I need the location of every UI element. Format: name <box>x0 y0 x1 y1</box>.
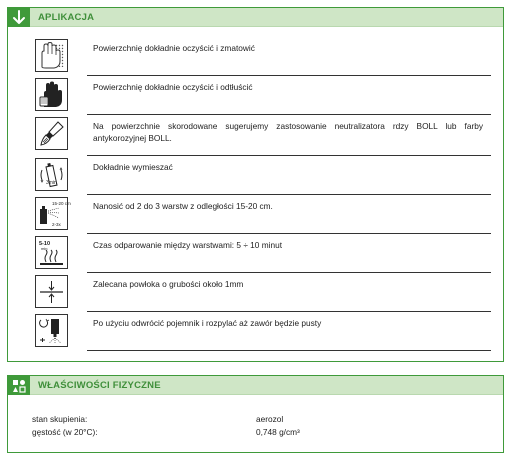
distance-label: 15-20 cm <box>52 201 71 206</box>
step-5 <box>21 196 491 234</box>
step-text: Powierzchnię dokładnie oczyścić i zmatowić <box>93 43 255 53</box>
step-text: Powierzchnię dokładnie oczyścić i odtłuścić <box>93 82 253 92</box>
step-7 <box>21 274 491 312</box>
step-1 <box>21 38 491 76</box>
divider <box>87 114 491 115</box>
hand-sanding-icon <box>35 39 68 72</box>
property-value: 0,748 g/cm³ <box>256 427 300 437</box>
step-text: Czas odparowanie między warstwami: 5 ÷ 10 minut <box>93 240 283 250</box>
divider <box>87 155 491 156</box>
svg-text:3min: 3min <box>46 180 57 186</box>
shake-can-icon <box>35 158 68 191</box>
property-label: gęstość (w 20°C): <box>32 427 98 437</box>
divider <box>87 233 491 234</box>
step-6 <box>21 235 491 273</box>
property-label: stan skupienia: <box>32 414 88 424</box>
coating-thickness-icon <box>35 275 68 308</box>
time-label: 5-10 <box>39 241 51 247</box>
aplikacja-title: APLIKACJA <box>38 12 95 23</box>
time-unit-label: min <box>41 246 48 251</box>
step-2 <box>21 77 491 115</box>
hand-cleaning-icon <box>35 78 68 111</box>
aplikacja-section <box>7 7 504 362</box>
wlasciwosci-title: WŁAŚCIWOŚCI FIZYCZNE <box>38 380 161 391</box>
wlasciwosci-section <box>7 375 504 453</box>
arrow-down-icon <box>8 8 30 27</box>
step-3 <box>21 116 491 156</box>
paint-brush-icon <box>35 117 68 150</box>
property-value: aerozol <box>256 414 284 424</box>
aplikacja-header <box>8 8 503 27</box>
properties-icon <box>8 376 30 395</box>
divider <box>87 350 491 351</box>
step-8 <box>21 313 491 351</box>
wlasciwosci-header <box>8 376 503 395</box>
step-text: Zalecana powłoka o grubości około 1mm <box>93 279 244 289</box>
layers-label: 2-3x <box>52 222 61 227</box>
invert-can-icon <box>35 314 68 347</box>
divider <box>87 75 491 76</box>
drying-time-icon <box>35 236 68 269</box>
step-4 <box>21 157 491 195</box>
step-text: Na powierzchnie skorodowane sugerujemy zastosowanie neutralizatora rdzy BOLL lub farby antykorozyjnej BOLL. <box>93 121 483 143</box>
step-text: Nanosić od 2 do 3 warstw z odległości 15-20 cm. <box>93 201 273 211</box>
step-text: Po użyciu odwrócić pojemnik i rozpylać aż zawór będzie pusty <box>93 318 322 328</box>
divider <box>87 194 491 195</box>
divider <box>87 311 491 312</box>
step-text: Dokładnie wymieszać <box>93 162 173 172</box>
spray-distance-icon <box>35 197 71 230</box>
divider <box>87 272 491 273</box>
